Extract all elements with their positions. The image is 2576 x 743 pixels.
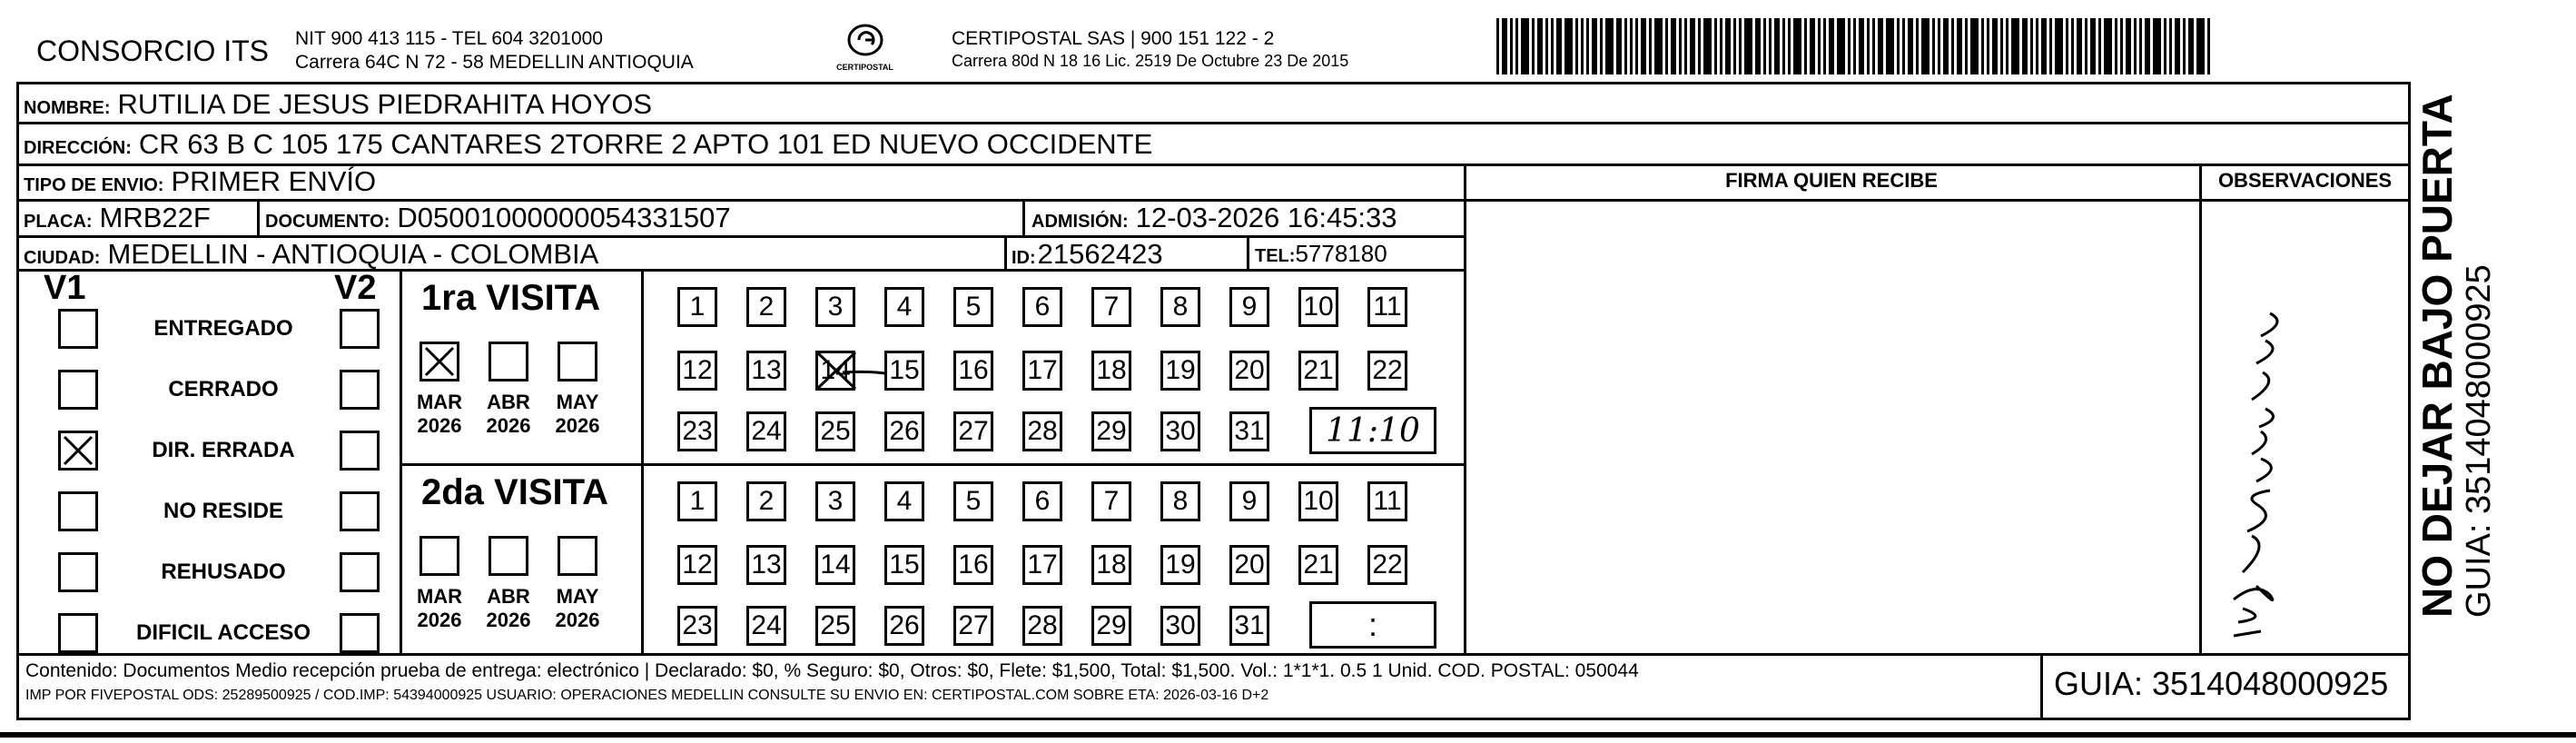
- documento-label: DOCUMENTO:: [265, 212, 390, 232]
- day-box[interactable]: 1: [677, 481, 717, 521]
- month-label: [481, 585, 536, 632]
- month-name: ABR: [487, 585, 530, 608]
- day-box[interactable]: 7: [1091, 481, 1131, 521]
- barcode-bar: [2041, 18, 2047, 74]
- v2-header: V2: [334, 269, 377, 307]
- month-checkbox[interactable]: [558, 536, 597, 576]
- day-box[interactable]: 17: [1022, 351, 1062, 391]
- barcode-bar: [1532, 18, 1535, 74]
- barcode-bar: [2126, 18, 2131, 74]
- day-box[interactable]: 18: [1091, 545, 1131, 585]
- day-box[interactable]: 14: [815, 545, 855, 585]
- barcode-bar: [1654, 18, 1663, 74]
- status-v2-checkbox[interactable]: [340, 309, 380, 349]
- barcode-bar: [1605, 18, 1614, 74]
- barcode-bar: [1872, 18, 1875, 74]
- day-box[interactable]: 4: [884, 287, 924, 327]
- barcode-bar: [1886, 18, 1894, 74]
- barcode-bar: [1564, 18, 1573, 74]
- day-box[interactable]: 23: [677, 411, 717, 451]
- signature: [2206, 272, 2306, 645]
- day-box[interactable]: 2: [746, 287, 786, 327]
- barcode-bar: [1782, 18, 1785, 74]
- month-year: 2026: [486, 414, 531, 437]
- barcode-bar: [1848, 18, 1851, 74]
- barcode-bar: [2183, 18, 2186, 74]
- day-box[interactable]: 26: [884, 606, 924, 646]
- day-box[interactable]: 20: [1229, 545, 1269, 585]
- barcode-bar: [2011, 18, 2019, 74]
- barcode-bar: [2145, 18, 2150, 74]
- barcode-bar: [1867, 18, 1870, 74]
- month-label: [550, 391, 605, 438]
- barcode-bar: [2169, 18, 2172, 74]
- day-box[interactable]: 30: [1160, 411, 1200, 451]
- barcode-bar: [1943, 18, 1949, 74]
- time-box[interactable]: :: [1309, 601, 1436, 649]
- day-box[interactable]: 9: [1229, 287, 1269, 327]
- nombre-label: NOMBRE:: [24, 98, 111, 118]
- direccion-row: [24, 128, 1152, 161]
- barcode-bar: [1932, 18, 1935, 74]
- bottom-edge-line: [0, 732, 2576, 738]
- tel-label: TEL:: [1255, 246, 1296, 266]
- barcode-bar: [1804, 18, 1807, 74]
- barcode-bar: [1545, 18, 1548, 74]
- day-box[interactable]: 29: [1091, 411, 1131, 451]
- day-box[interactable]: 21: [1298, 545, 1338, 585]
- day-box[interactable]: 12: [677, 351, 717, 391]
- day-box[interactable]: 10: [1298, 287, 1338, 327]
- month-label: [550, 585, 605, 632]
- placa-row: [24, 202, 211, 234]
- day-box[interactable]: 13: [746, 545, 786, 585]
- barcode-bar: [1575, 18, 1578, 74]
- barcode-bar: [1515, 18, 1518, 74]
- month-label: [412, 391, 467, 438]
- barcode-bar: [1521, 18, 1529, 74]
- month-year: 2026: [417, 609, 462, 631]
- month-name: MAR: [416, 585, 463, 608]
- barcode-bar: [1788, 18, 1791, 74]
- firma-header: FIRMA QUIEN RECIBE: [1725, 169, 1938, 192]
- barcode-bar: [1859, 18, 1864, 74]
- day-box[interactable]: 15: [884, 351, 924, 391]
- barcode-bar: [2139, 18, 2142, 74]
- observaciones-header: OBSERVACIONES: [2217, 169, 2393, 192]
- barcode-bar: [1733, 18, 1736, 74]
- month-checkbox[interactable]: [558, 342, 597, 381]
- no-dejar-text: NO DEJAR BAJO PUERTA: [2413, 94, 2461, 618]
- barcode-bar: [2207, 18, 2210, 74]
- v1-header: V1: [44, 269, 86, 307]
- barcode-bar: [1679, 18, 1682, 74]
- barcode-bar: [2000, 18, 2003, 74]
- day-box[interactable]: 5: [953, 287, 993, 327]
- barcode-bar: [2085, 18, 2087, 74]
- status-label: CERRADO: [168, 377, 279, 401]
- barcode-bar: [2098, 18, 2101, 74]
- month-checkbox[interactable]: [419, 536, 459, 576]
- barcode-bar: [1725, 18, 1731, 74]
- barcode-bar: [1671, 18, 1676, 74]
- barcode-bar: [1916, 18, 1919, 74]
- id-row: [1012, 238, 1163, 271]
- barcode-bar: [1703, 18, 1712, 74]
- direccion-label: DIRECCIÓN:: [24, 138, 132, 158]
- barcode-bar: [2049, 18, 2052, 74]
- day-box[interactable]: 21: [1298, 351, 1338, 391]
- barcode-bar: [2164, 18, 2166, 74]
- barcode-bar: [1556, 18, 1562, 74]
- nombre-value: RUTILIA DE JESUS PIEDRAHITA HOYOS: [117, 88, 653, 120]
- day-box[interactable]: 9: [1229, 481, 1269, 521]
- barcode-bar: [1818, 18, 1821, 74]
- status-v1-checkbox[interactable]: [58, 491, 98, 531]
- day-box[interactable]: 28: [1022, 411, 1062, 451]
- barcode-bar: [1616, 18, 1622, 74]
- tipo-row: [24, 165, 376, 198]
- barcode-bar: [1853, 18, 1856, 74]
- day-box[interactable]: 24: [746, 411, 786, 451]
- month-name: ABR: [487, 391, 530, 413]
- barcode-bar: [1739, 18, 1742, 74]
- day-box[interactable]: 29: [1091, 606, 1131, 646]
- day-box[interactable]: 19: [1160, 545, 1200, 585]
- barcode-bar: [1992, 18, 1998, 74]
- day-box[interactable]: 1: [677, 287, 717, 327]
- day-box[interactable]: 14: [815, 351, 855, 391]
- tel-value: 5778180: [1295, 240, 1387, 267]
- barcode-bar: [1763, 18, 1766, 74]
- barcode-bar: [1510, 18, 1513, 74]
- barcode-bar: [2196, 18, 2205, 74]
- day-box[interactable]: 12: [677, 545, 717, 585]
- status-v1-checkbox[interactable]: [58, 552, 98, 592]
- barcode-bar: [1774, 18, 1780, 74]
- month-label: [412, 585, 467, 632]
- barcode-bar: [1810, 18, 1815, 74]
- day-box[interactable]: 16: [953, 545, 993, 585]
- day-box[interactable]: 6: [1022, 287, 1062, 327]
- barcode-bar: [1744, 18, 1752, 74]
- status-v2-checkbox[interactable]: [340, 370, 380, 410]
- day-box[interactable]: 13: [746, 351, 786, 391]
- nombre-row: [24, 88, 652, 121]
- status-label: DIFICIL ACCESO: [135, 620, 311, 645]
- ciudad-label: CIUDAD:: [24, 248, 101, 268]
- barcode-bar: [1714, 18, 1717, 74]
- status-v2-checkbox[interactable]: [340, 552, 380, 592]
- day-box[interactable]: 30: [1160, 606, 1200, 646]
- day-box[interactable]: 22: [1367, 351, 1407, 391]
- placa-value: MRB22F: [99, 202, 211, 233]
- documento-value: D05001000000054331507: [397, 202, 731, 233]
- barcode-bar: [1684, 18, 1687, 74]
- ciudad-row: [24, 238, 598, 271]
- company-info: NIT 900 413 115 - TEL 604 3201000 Carrera 64C N 72 - 58 MEDELLIN ANTIOQUIA: [295, 28, 694, 73]
- barcode-bar: [1581, 18, 1584, 74]
- day-box[interactable]: 11: [1367, 287, 1407, 327]
- admision-label: ADMISIÓN:: [1031, 212, 1129, 232]
- day-box[interactable]: 2: [746, 481, 786, 521]
- month-checkbox[interactable]: [419, 342, 459, 381]
- day-box[interactable]: 6: [1022, 481, 1062, 521]
- status-label: NO RESIDE: [163, 499, 284, 523]
- status-v1-checkbox[interactable]: [58, 613, 98, 653]
- barcode-bar: [1981, 18, 1984, 74]
- day-box[interactable]: 22: [1367, 545, 1407, 585]
- status-v1-checkbox[interactable]: [58, 431, 98, 471]
- barcode-bar: [1551, 18, 1554, 74]
- barcode-bar: [2022, 18, 2028, 74]
- certipostal-info: CERTIPOSTAL SAS | 900 151 122 - 2 Carrera 80d N 18 16 Lic. 2519 De Octubre 23 De 2015: [952, 28, 1349, 70]
- barcode-bar: [1878, 18, 1883, 74]
- barcode-bar: [1957, 18, 1962, 74]
- cross-mark-icon: [422, 344, 457, 379]
- barcode-bar: [2134, 18, 2137, 74]
- id-value: 21562423: [1037, 238, 1163, 270]
- barcode-bar: [1755, 18, 1761, 74]
- barcode-bar: [1635, 18, 1638, 74]
- visit-title: 1ra VISITA: [421, 278, 601, 318]
- barcode-bar: [1690, 18, 1695, 74]
- company-name: CONSORCIO ITS: [36, 35, 270, 67]
- barcode-bar: [2120, 18, 2123, 74]
- day-box[interactable]: 11: [1367, 481, 1407, 521]
- documento-row: [265, 202, 731, 234]
- barcode-bar: [2066, 18, 2068, 74]
- month-name: MAY: [556, 391, 599, 413]
- day-box[interactable]: 20: [1229, 351, 1269, 391]
- barcode-bar: [2006, 18, 2008, 74]
- barcode-bar: [1951, 18, 1954, 74]
- day-box[interactable]: 31: [1229, 606, 1269, 646]
- visit-title: 2da VISITA: [421, 472, 608, 512]
- barcode-bar: [1823, 18, 1826, 74]
- day-box[interactable]: 16: [953, 351, 993, 391]
- day-box[interactable]: 31: [1229, 411, 1269, 451]
- day-box[interactable]: 10: [1298, 481, 1338, 521]
- barcode-bar: [1496, 18, 1499, 74]
- day-box[interactable]: 24: [746, 606, 786, 646]
- barcode-bar: [2030, 18, 2033, 74]
- barcode-bar: [1938, 18, 1940, 74]
- barcode-bar: [2090, 18, 2096, 74]
- day-box[interactable]: 3: [815, 481, 855, 521]
- status-v1-checkbox[interactable]: [58, 309, 98, 349]
- status-label: DIR. ERRADA: [152, 438, 295, 462]
- barcode: [1496, 18, 2413, 74]
- barcode-bar: [1965, 18, 1968, 74]
- barcode-bar: [2115, 18, 2117, 74]
- imp-text: IMP POR FIVEPOSTAL ODS: 25289500925 / COD.IMP: 54394000925 USUARIO: OPERACIONES MEDELLIN CONSULTE SU ENVIO EN: CERTIPOSTAL.COM SOBRE ETA: 2026-03-16 D+2: [25, 688, 1269, 703]
- placa-label: PLACA:: [24, 212, 93, 232]
- status-v2-checkbox[interactable]: [340, 613, 380, 653]
- month-checkbox[interactable]: [489, 342, 528, 381]
- barcode-bar: [2036, 18, 2038, 74]
- status-label: ENTREGADO: [153, 316, 293, 341]
- day-box[interactable]: 5: [953, 481, 993, 521]
- barcode-bar: [1720, 18, 1722, 74]
- tel-row: [1255, 240, 1387, 268]
- barcode-bar: [1502, 18, 1507, 74]
- side-guia-text: GUIA: 3514048000925: [2460, 264, 2498, 618]
- day-box[interactable]: 25: [815, 606, 855, 646]
- side-notice: [2413, 94, 2498, 618]
- barcode-bar: [1586, 18, 1589, 74]
- barcode-bar: [1987, 18, 1989, 74]
- certipostal-logo: CERTIPOSTAL: [813, 24, 917, 78]
- barcode-bar: [1829, 18, 1834, 74]
- direccion-value: CR 63 B C 105 175 CANTARES 2TORRE 2 APTO 101 ED NUEVO OCCIDENTE: [138, 128, 1153, 160]
- barcode-bar: [1665, 18, 1668, 74]
- month-label: [481, 391, 536, 438]
- barcode-bar: [1970, 18, 1979, 74]
- barcode-bar: [2104, 18, 2112, 74]
- day-box[interactable]: 3: [815, 287, 855, 327]
- barcode-bar: [1649, 18, 1652, 74]
- barcode-bar: [1902, 18, 1905, 74]
- barcode-bar: [1624, 18, 1627, 74]
- barcode-bar: [1641, 18, 1646, 74]
- month-name: MAR: [416, 391, 463, 413]
- barcode-bar: [1537, 18, 1543, 74]
- barcode-bar: [2055, 18, 2063, 74]
- barcode-bar: [2175, 18, 2180, 74]
- footer-guia: GUIA: 3514048000925: [2054, 665, 2389, 702]
- status-v1-checkbox[interactable]: [58, 370, 98, 410]
- month-checkbox[interactable]: [489, 536, 528, 576]
- barcode-bar: [1592, 18, 1597, 74]
- day-box[interactable]: 17: [1022, 545, 1062, 585]
- barcode-bar: [1793, 18, 1801, 74]
- barcode-bar: [2077, 18, 2082, 74]
- day-box[interactable]: 19: [1160, 351, 1200, 391]
- status-v2-checkbox[interactable]: [340, 491, 380, 531]
- barcode-bar: [1600, 18, 1603, 74]
- barcode-bar: [2188, 18, 2194, 74]
- barcode-bar: [1698, 18, 1701, 74]
- month-year: 2026: [417, 414, 462, 437]
- day-box[interactable]: 23: [677, 606, 717, 646]
- day-box[interactable]: 25: [815, 411, 855, 451]
- status-label: REHUSADO: [161, 560, 286, 584]
- day-box[interactable]: 15: [884, 545, 924, 585]
- barcode-bar: [1921, 18, 1930, 74]
- day-box[interactable]: 27: [953, 606, 993, 646]
- admision-value: 12-03-2026 16:45:33: [1135, 202, 1397, 233]
- day-box[interactable]: 8: [1160, 287, 1200, 327]
- tipo-label: TIPO DE ENVIO:: [24, 175, 164, 195]
- barcode-bar: [1908, 18, 1913, 74]
- day-box[interactable]: 4: [884, 481, 924, 521]
- month-year: 2026: [555, 414, 600, 437]
- tipo-value: PRIMER ENVÍO: [171, 165, 377, 197]
- barcode-bar: [1769, 18, 1772, 74]
- day-box[interactable]: 28: [1022, 606, 1062, 646]
- month-year: 2026: [555, 609, 600, 631]
- day-box[interactable]: 7: [1091, 287, 1131, 327]
- barcode-bar: [1837, 18, 1845, 74]
- barcode-bar: [2071, 18, 2074, 74]
- ciudad-value: MEDELLIN - ANTIOQUIA - COLOMBIA: [107, 238, 599, 270]
- contenido-text: Contenido: Documentos Medio recepción prueba de entrega: electrónico | Declarado: $0, % Seguro: $0, Otros: $0, Flete: $1,500, Total: $1,500. Vol.: 1*1*1. 0.5 1 Unid. COD. POSTAL: 050044: [25, 660, 1639, 681]
- month-name: MAY: [556, 585, 599, 608]
- day-box[interactable]: 18: [1091, 351, 1131, 391]
- barcode-bar: [1630, 18, 1633, 74]
- id-label: ID:: [1012, 248, 1036, 268]
- status-v2-checkbox[interactable]: [340, 431, 380, 471]
- admision-row: [1031, 202, 1397, 234]
- time-box[interactable]: 11:10: [1309, 407, 1436, 454]
- month-year: 2026: [486, 609, 531, 631]
- day-box[interactable]: 26: [884, 411, 924, 451]
- barcode-bar: [2153, 18, 2161, 74]
- cross-mark-icon: [61, 433, 95, 468]
- barcode-bar: [1897, 18, 1900, 74]
- day-box[interactable]: 27: [953, 411, 993, 451]
- day-box[interactable]: 8: [1160, 481, 1200, 521]
